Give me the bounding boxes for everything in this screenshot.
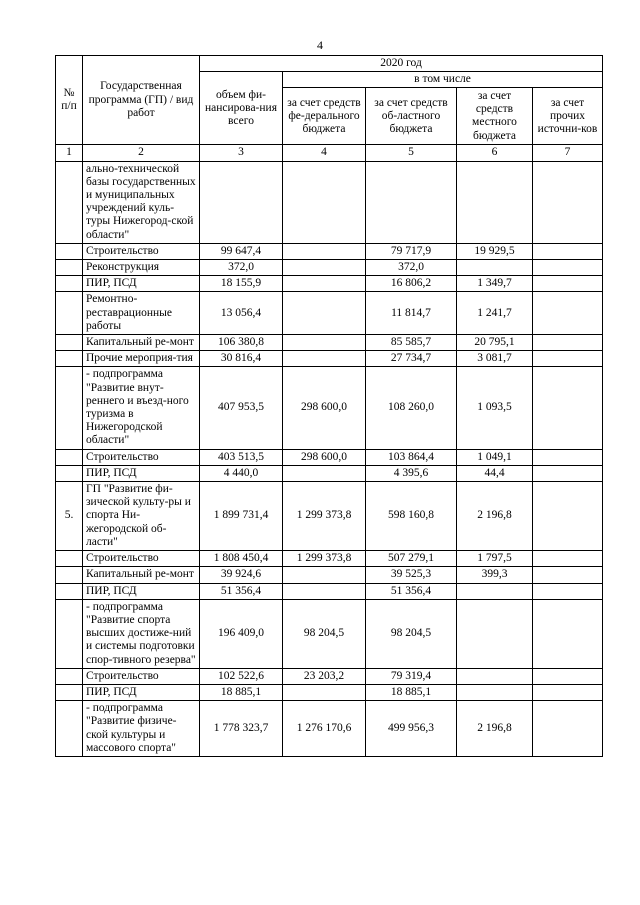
row-name-cell: Реконструкция	[83, 260, 200, 276]
header-total: объем фи-нансирова-ния всего	[200, 72, 283, 145]
row-local-cell	[457, 599, 533, 668]
row-total-cell: 39 924,6	[200, 567, 283, 583]
row-other-cell	[533, 449, 603, 465]
row-local-cell	[457, 260, 533, 276]
row-local-cell	[457, 684, 533, 700]
row-local-cell	[457, 583, 533, 599]
header-regional: за счет средств об-ластного бюджета	[366, 88, 457, 145]
row-federal-cell	[283, 260, 366, 276]
column-number: 2	[83, 145, 200, 161]
row-other-cell	[533, 465, 603, 481]
row-number-cell	[56, 583, 83, 599]
row-federal-cell	[283, 161, 366, 243]
row-number-cell: 5.	[56, 482, 83, 551]
row-local-cell: 2 196,8	[457, 482, 533, 551]
row-other-cell	[533, 243, 603, 259]
row-total-cell: 30 816,4	[200, 351, 283, 367]
row-regional-cell: 103 864,4	[366, 449, 457, 465]
row-total-cell: 106 380,8	[200, 335, 283, 351]
row-regional-cell: 499 956,3	[366, 701, 457, 757]
row-local-cell: 1 241,7	[457, 292, 533, 335]
header-num: № п/п	[56, 56, 83, 145]
table-row	[56, 276, 603, 292]
row-name-cell: Капитальный ре-монт	[83, 567, 200, 583]
header-other: за счет прочих источни-ков	[533, 88, 603, 145]
row-name-cell: ально-технической базы государственных и муниципальных учреждений куль-туры Нижегород-ской области"	[83, 161, 200, 243]
table-row	[56, 684, 603, 700]
row-regional-cell: 598 160,8	[366, 482, 457, 551]
row-regional-cell: 51 356,4	[366, 583, 457, 599]
row-regional-cell: 11 814,7	[366, 292, 457, 335]
header-year: 2020 год	[200, 56, 603, 72]
column-number: 3	[200, 145, 283, 161]
row-name-cell: Строительство	[83, 551, 200, 567]
table-row	[56, 567, 603, 583]
row-total-cell: 18 885,1	[200, 684, 283, 700]
table-row	[56, 668, 603, 684]
header-including: в том числе	[283, 72, 603, 88]
table-row	[56, 243, 603, 259]
row-other-cell	[533, 583, 603, 599]
row-total-cell: 196 409,0	[200, 599, 283, 668]
row-total-cell: 1 899 731,4	[200, 482, 283, 551]
row-federal-cell	[283, 243, 366, 259]
row-federal-cell	[283, 351, 366, 367]
row-federal-cell	[283, 567, 366, 583]
row-other-cell	[533, 567, 603, 583]
row-total-cell: 1 778 323,7	[200, 701, 283, 757]
column-number: 1	[56, 145, 83, 161]
row-number-cell	[56, 701, 83, 757]
row-regional-cell	[366, 161, 457, 243]
header-local: за счет средств местного бюджета	[457, 88, 533, 145]
row-name-cell: Строительство	[83, 668, 200, 684]
row-other-cell	[533, 335, 603, 351]
table-row	[56, 449, 603, 465]
row-other-cell	[533, 482, 603, 551]
row-name-cell: Капитальный ре-монт	[83, 335, 200, 351]
row-regional-cell: 4 395,6	[366, 465, 457, 481]
row-total-cell: 372,0	[200, 260, 283, 276]
table-row	[56, 551, 603, 567]
row-number-cell	[56, 260, 83, 276]
row-other-cell	[533, 367, 603, 449]
column-number: 4	[283, 145, 366, 161]
column-numbers-row	[56, 145, 603, 161]
table-row	[56, 599, 603, 668]
row-total-cell: 4 440,0	[200, 465, 283, 481]
row-total-cell: 102 522,6	[200, 668, 283, 684]
row-local-cell: 19 929,5	[457, 243, 533, 259]
row-regional-cell: 85 585,7	[366, 335, 457, 351]
row-number-cell	[56, 292, 83, 335]
table-row	[56, 482, 603, 551]
row-federal-cell: 1 299 373,8	[283, 551, 366, 567]
row-number-cell	[56, 449, 83, 465]
column-number: 5	[366, 145, 457, 161]
table-row	[56, 465, 603, 481]
row-other-cell	[533, 599, 603, 668]
row-name-cell: - подпрограмма "Развитие внут-реннего и въезд-ного туризма в Нижегородской области"	[83, 367, 200, 449]
column-number: 7	[533, 145, 603, 161]
row-local-cell: 1 049,1	[457, 449, 533, 465]
row-federal-cell	[283, 465, 366, 481]
row-name-cell: ПИР, ПСД	[83, 465, 200, 481]
row-total-cell: 13 056,4	[200, 292, 283, 335]
row-number-cell	[56, 335, 83, 351]
row-regional-cell: 372,0	[366, 260, 457, 276]
row-federal-cell: 1 299 373,8	[283, 482, 366, 551]
row-number-cell	[56, 668, 83, 684]
row-name-cell: ПИР, ПСД	[83, 583, 200, 599]
row-name-cell: - подпрограмма "Развитие спорта высших достиже-ний и системы подготовки спор-тивного резерва"	[83, 599, 200, 668]
row-regional-cell: 507 279,1	[366, 551, 457, 567]
row-total-cell: 99 647,4	[200, 243, 283, 259]
row-local-cell: 2 196,8	[457, 701, 533, 757]
table-row	[56, 351, 603, 367]
table-row	[56, 583, 603, 599]
row-local-cell: 399,3	[457, 567, 533, 583]
row-name-cell: ПИР, ПСД	[83, 684, 200, 700]
header-federal: за счет средств фе-дерального бюджета	[283, 88, 366, 145]
row-number-cell	[56, 276, 83, 292]
row-total-cell: 1 808 450,4	[200, 551, 283, 567]
row-federal-cell	[283, 276, 366, 292]
row-total-cell: 403 513,5	[200, 449, 283, 465]
row-number-cell	[56, 465, 83, 481]
row-name-cell: Строительство	[83, 243, 200, 259]
table-row	[56, 292, 603, 335]
row-regional-cell: 18 885,1	[366, 684, 457, 700]
row-regional-cell: 27 734,7	[366, 351, 457, 367]
column-number: 6	[457, 145, 533, 161]
row-other-cell	[533, 701, 603, 757]
row-other-cell	[533, 684, 603, 700]
header-program: Государственная программа (ГП) / вид работ	[83, 56, 200, 145]
row-regional-cell: 79 319,4	[366, 668, 457, 684]
row-federal-cell: 298 600,0	[283, 367, 366, 449]
row-number-cell	[56, 367, 83, 449]
row-federal-cell: 298 600,0	[283, 449, 366, 465]
row-other-cell	[533, 292, 603, 335]
row-local-cell	[457, 668, 533, 684]
row-number-cell	[56, 161, 83, 243]
row-regional-cell: 79 717,9	[366, 243, 457, 259]
table-row	[56, 367, 603, 449]
row-name-cell: Ремонтно-реставрационные работы	[83, 292, 200, 335]
budget-table	[55, 55, 603, 757]
row-name-cell: ГП "Развитие фи-зической культу-ры и спорта Ни-жегородской об-ласти"	[83, 482, 200, 551]
row-other-cell	[533, 161, 603, 243]
row-federal-cell: 98 204,5	[283, 599, 366, 668]
table-row	[56, 161, 603, 243]
row-name-cell: ПИР, ПСД	[83, 276, 200, 292]
row-federal-cell	[283, 684, 366, 700]
row-federal-cell	[283, 583, 366, 599]
row-total-cell: 51 356,4	[200, 583, 283, 599]
row-other-cell	[533, 668, 603, 684]
row-local-cell: 1 349,7	[457, 276, 533, 292]
row-other-cell	[533, 276, 603, 292]
table-row	[56, 335, 603, 351]
row-regional-cell: 16 806,2	[366, 276, 457, 292]
row-regional-cell: 108 260,0	[366, 367, 457, 449]
row-local-cell: 1 797,5	[457, 551, 533, 567]
row-federal-cell	[283, 335, 366, 351]
row-federal-cell: 1 276 170,6	[283, 701, 366, 757]
row-local-cell	[457, 161, 533, 243]
row-local-cell: 44,4	[457, 465, 533, 481]
row-regional-cell: 98 204,5	[366, 599, 457, 668]
table-row	[56, 701, 603, 757]
row-local-cell: 3 081,7	[457, 351, 533, 367]
row-number-cell	[56, 551, 83, 567]
row-name-cell: Строительство	[83, 449, 200, 465]
row-number-cell	[56, 684, 83, 700]
header-row	[56, 56, 603, 72]
page-number: 4	[317, 38, 323, 52]
row-other-cell	[533, 351, 603, 367]
row-local-cell: 1 093,5	[457, 367, 533, 449]
row-total-cell	[200, 161, 283, 243]
row-number-cell	[56, 243, 83, 259]
row-name-cell: - подпрограмма "Развитие физиче-ской культуры и массового спорта"	[83, 701, 200, 757]
row-number-cell	[56, 567, 83, 583]
row-name-cell: Прочие мероприя-тия	[83, 351, 200, 367]
row-total-cell: 18 155,9	[200, 276, 283, 292]
row-other-cell	[533, 551, 603, 567]
row-number-cell	[56, 599, 83, 668]
row-local-cell: 20 795,1	[457, 335, 533, 351]
row-regional-cell: 39 525,3	[366, 567, 457, 583]
row-total-cell: 407 953,5	[200, 367, 283, 449]
row-number-cell	[56, 351, 83, 367]
row-federal-cell: 23 203,2	[283, 668, 366, 684]
row-other-cell	[533, 260, 603, 276]
table-row	[56, 260, 603, 276]
row-federal-cell	[283, 292, 366, 335]
